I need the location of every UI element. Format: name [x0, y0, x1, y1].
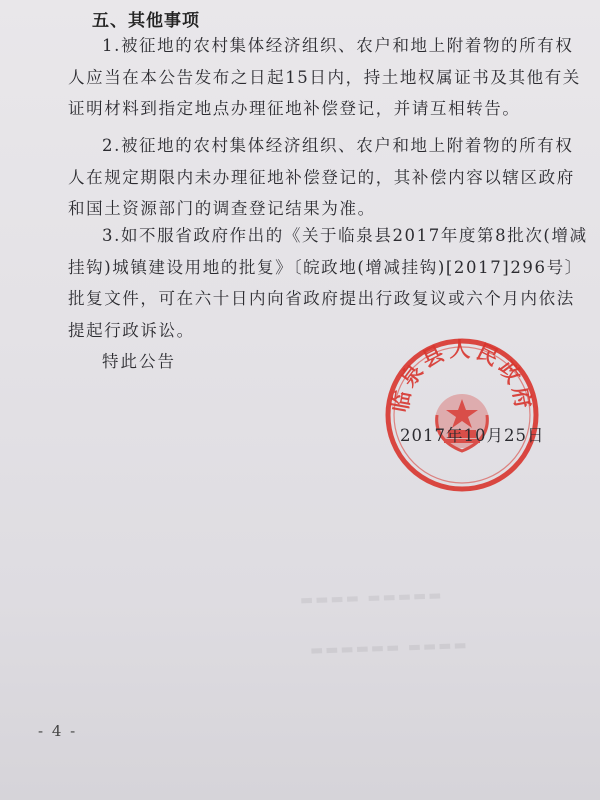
item-1-text: 1.被征地的农村集体经济组织、农户和地上附着物的所有权人应当在本公告发布之日起15日内，持土地权属证书及其他有关证明材料到指定地点办理征地补偿登记，并请互相转告。 — [68, 36, 581, 118]
item-1 — [68, 30, 588, 125]
page-number: - 4 - — [38, 722, 78, 740]
official-seal — [382, 335, 545, 495]
item-2 — [68, 130, 588, 225]
item-3 — [68, 220, 588, 346]
seal-text: 临泉县人民政府 — [387, 337, 537, 415]
section-heading: 五、其他事项 — [92, 11, 200, 31]
item-2-text: 2.被征地的农村集体经济组织、农户和地上附着物的所有权人在规定期限内未办理征地补偿登记的，其补偿内容以辖区政府和国土资源部门的调查登记结果为准。 — [68, 136, 575, 218]
item-3-text: 3.如不服省政府作出的《关于临泉县2017年度第8批次(增减挂钩)城镇建设用地的批复》〔皖政地(增减挂钩)[2017]296号〕批复文件，可在六十日内向省政府提出行政复议或六个月内依法提起行政诉讼。 — [68, 226, 588, 340]
bleed-through-text: ▬▬▬▬ ▬▬▬▬▬ — [299, 587, 444, 609]
closing-text: 特此公告 — [102, 352, 176, 371]
issue-date: 2017年10月25日 — [400, 426, 545, 445]
bleed-through-text: ▬▬▬▬▬▬ ▬▬▬▬ — [309, 637, 469, 659]
